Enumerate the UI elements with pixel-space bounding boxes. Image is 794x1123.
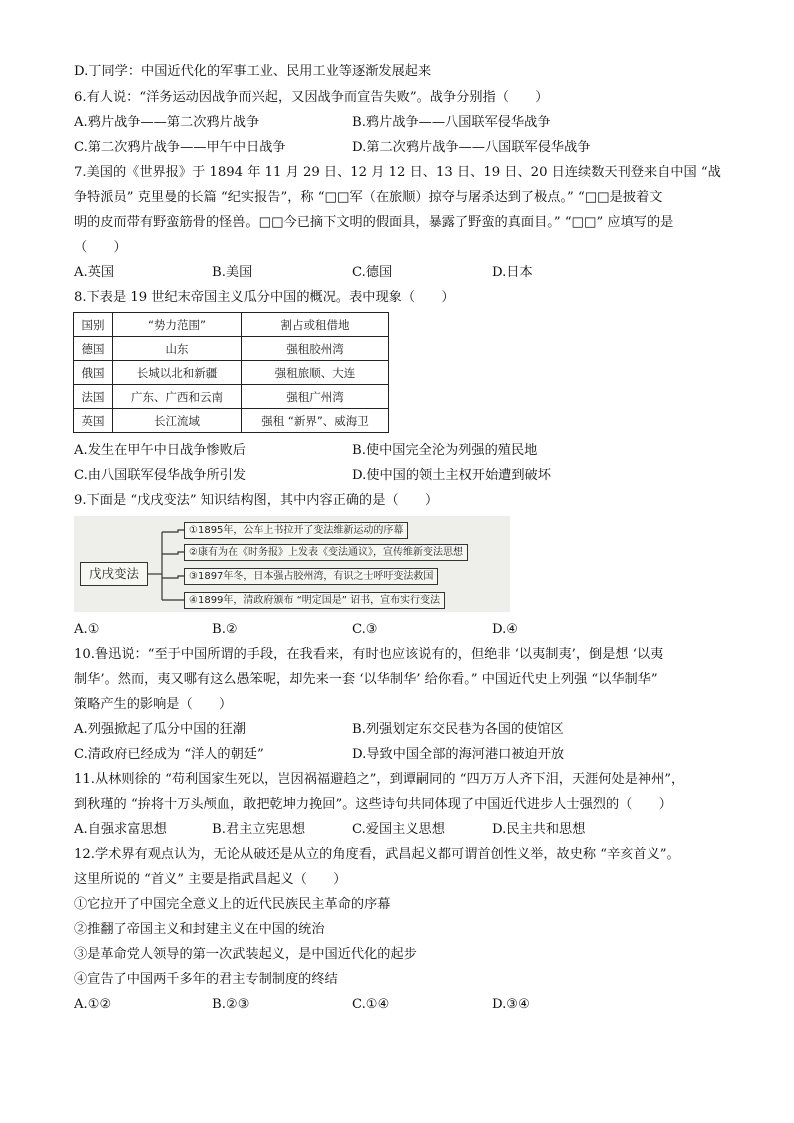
- q12-statement-2: ②推翻了帝国主义和封建主义在中国的统治: [74, 922, 325, 937]
- q8-option-c: C.由八国联军侵华战争所引发: [74, 468, 247, 483]
- question-7-stem-line-2: 争特派员” 克里曼的长篇 “纪实报告”，称 “□□军（在旅顺）掠夺与屠杀达到了极点。” “□□是披着文: [74, 190, 663, 205]
- q12-option-c: C.①④: [352, 997, 390, 1012]
- question-12-stem-line-2: 这里所说的 “首义” 主要是指武昌起义（ ）: [74, 872, 347, 887]
- table-header-cell: 国别: [74, 313, 113, 337]
- q9-option-d: D.④: [492, 622, 519, 637]
- q5-option-d: D.丁同学：中国近代化的军事工业、民用工业等逐渐发展起来: [74, 64, 432, 79]
- question-11-stem-line-1: 11.从林则徐的 “苟利国家生死以，岂因祸福避趋之”，到谭嗣同的 “四万万人齐下泪，天涯何处是神州”，: [74, 772, 685, 787]
- table-cell: 俄国: [74, 361, 113, 385]
- q12-statement-3: ③是革命党人领导的第一次武装起义，是中国近代化的起步: [74, 947, 417, 962]
- partition-table: [73, 312, 389, 433]
- q7-option-a: A.英国: [74, 265, 115, 280]
- question-9-stem: 9.下面是 “戊戌变法” 知识结构图，其中内容正确的是（ ）: [74, 493, 439, 508]
- q11-option-d: D.民主共和思想: [492, 822, 586, 837]
- q7-option-c: C.德国: [352, 265, 393, 280]
- q8-option-d: D.使中国的领土主权开始遭到破坏: [352, 468, 551, 483]
- q6-option-b: B.鸦片战争——八国联军侵华战争: [352, 115, 551, 130]
- question-10-stem-line-3: 策略产生的影响是（ ）: [74, 697, 233, 712]
- q11-option-a: A.自强求富思想: [74, 822, 167, 837]
- q10-option-d: D.导致中国全部的海河港口被迫开放: [352, 747, 565, 762]
- table-header-row: [74, 313, 389, 337]
- question-10-stem-line-1: 10.鲁迅说：“至于中国所谓的手段，在我看来，有时也应该说有的，但绝非 ‘以夷制夷’，倒是想 ‘以夷: [74, 647, 664, 662]
- table-cell: 强租 “新界”、威海卫: [242, 409, 389, 433]
- question-8-stem: 8.下表是 19 世纪末帝国主义瓜分中国的概况。表中现象（ ）: [74, 290, 455, 305]
- q10-option-a: A.列强掀起了瓜分中国的狂潮: [74, 722, 246, 737]
- q12-statement-1: ①它拉开了中国完全意义上的近代民族民主革命的序幕: [74, 897, 391, 912]
- question-7-stem-line-1: 7.美国的《世界报》于 1894 年 11 月 29 日、12 月 12 日、13 日、19 日、20 日连续数天刊登来自中国 “战: [74, 165, 721, 180]
- diagram-item-3: ③1897年冬，日本强占胶州湾，有识之士呼吁变法救国: [184, 568, 438, 585]
- q6-option-d: D.第二次鸦片战争——八国联军侵华战争: [352, 140, 591, 155]
- table-row: [74, 385, 389, 409]
- q12-option-d: D.③④: [492, 997, 530, 1012]
- q11-option-b: B.君主立宪思想: [212, 822, 306, 837]
- q6-option-c: C.第二次鸦片战争——甲午中日战争: [74, 140, 286, 155]
- diagram-item-1: ①1895年，公车上书拉开了变法维新运动的序幕: [184, 522, 408, 539]
- table-row: [74, 337, 389, 361]
- q10-option-c: C.清政府已经成为 “洋人的朝廷”: [74, 747, 264, 762]
- table-row: [74, 409, 389, 433]
- question-7-stem-line-3: 明的皮而带有野蛮筋骨的怪兽。□□今已摘下文明的假面具，暴露了野蛮的真面目。” “□□” 应填写的是: [74, 215, 674, 230]
- knowledge-structure-diagram: [74, 516, 510, 612]
- question-7-stem-line-4: （ ）: [74, 240, 127, 255]
- table-cell: 德国: [74, 337, 113, 361]
- q12-option-b: B.②③: [212, 997, 250, 1012]
- question-12-stem-line-1: 12.学术界有观点认为，无论从破还是从立的角度看，武昌起义都可谓首创性义举，故史称 “辛亥首义”。: [74, 847, 680, 862]
- table-cell: 强租广州湾: [242, 385, 389, 409]
- q10-option-b: B.列强划定东交民巷为各国的使馆区: [352, 722, 564, 737]
- question-6-stem: 6.有人说：“洋务运动因战争而兴起，又因战争而宣告失败”。战争分别指（ ）: [74, 90, 549, 105]
- table-cell: 英国: [74, 409, 113, 433]
- table-row: [74, 361, 389, 385]
- table-header-cell: “势力范围”: [113, 313, 242, 337]
- table-cell: 广东、广西和云南: [113, 385, 242, 409]
- q9-option-c: C.③: [352, 622, 378, 637]
- table-cell: 强租旅顺、大连: [242, 361, 389, 385]
- table-cell: 长江流域: [113, 409, 242, 433]
- q12-statement-4: ④宣告了中国两千多年的君主专制制度的终结: [74, 972, 338, 987]
- q7-option-b: B.美国: [212, 265, 253, 280]
- diagram-root-box: 戊戌变法: [80, 562, 148, 586]
- q8-option-b: B.使中国完全沦为列强的殖民地: [352, 443, 538, 458]
- diagram-item-2: ②康有为在《时务报》上发表《变法通议》，宣传维新变法思想: [184, 544, 468, 561]
- table-cell: 长城以北和新疆: [113, 361, 242, 385]
- q8-option-a: A.发生在甲午中日战争惨败后: [74, 443, 246, 458]
- table-header-cell: 割占或租借地: [242, 313, 389, 337]
- q6-option-a: A.鸦片战争——第二次鸦片战争: [74, 115, 260, 130]
- question-10-stem-line-2: 制华’。然而，夷又哪有这么愚笨呢，却先来一套 ‘以华制华’ 给你看。” 中国近代史上列强 “以华制华”: [74, 672, 658, 687]
- q9-option-a: A.①: [74, 622, 100, 637]
- question-11-stem-line-2: 到秋瑾的 “拚将十万头颅血，敢把乾坤力挽回”。这些诗句共同体现了中国近代进步人士强烈的（ ）: [74, 797, 672, 812]
- table-cell: 山东: [113, 337, 242, 361]
- table-cell: 法国: [74, 385, 113, 409]
- diagram-item-4: ④1899年，清政府颁布 “明定国是” 诏书，宣布实行变法: [184, 592, 445, 609]
- q12-option-a: A.①②: [74, 997, 112, 1012]
- q7-option-d: D.日本: [492, 265, 533, 280]
- q11-option-c: C.爱国主义思想: [352, 822, 445, 837]
- q9-option-b: B.②: [212, 622, 238, 637]
- table-cell: 强租胶州湾: [242, 337, 389, 361]
